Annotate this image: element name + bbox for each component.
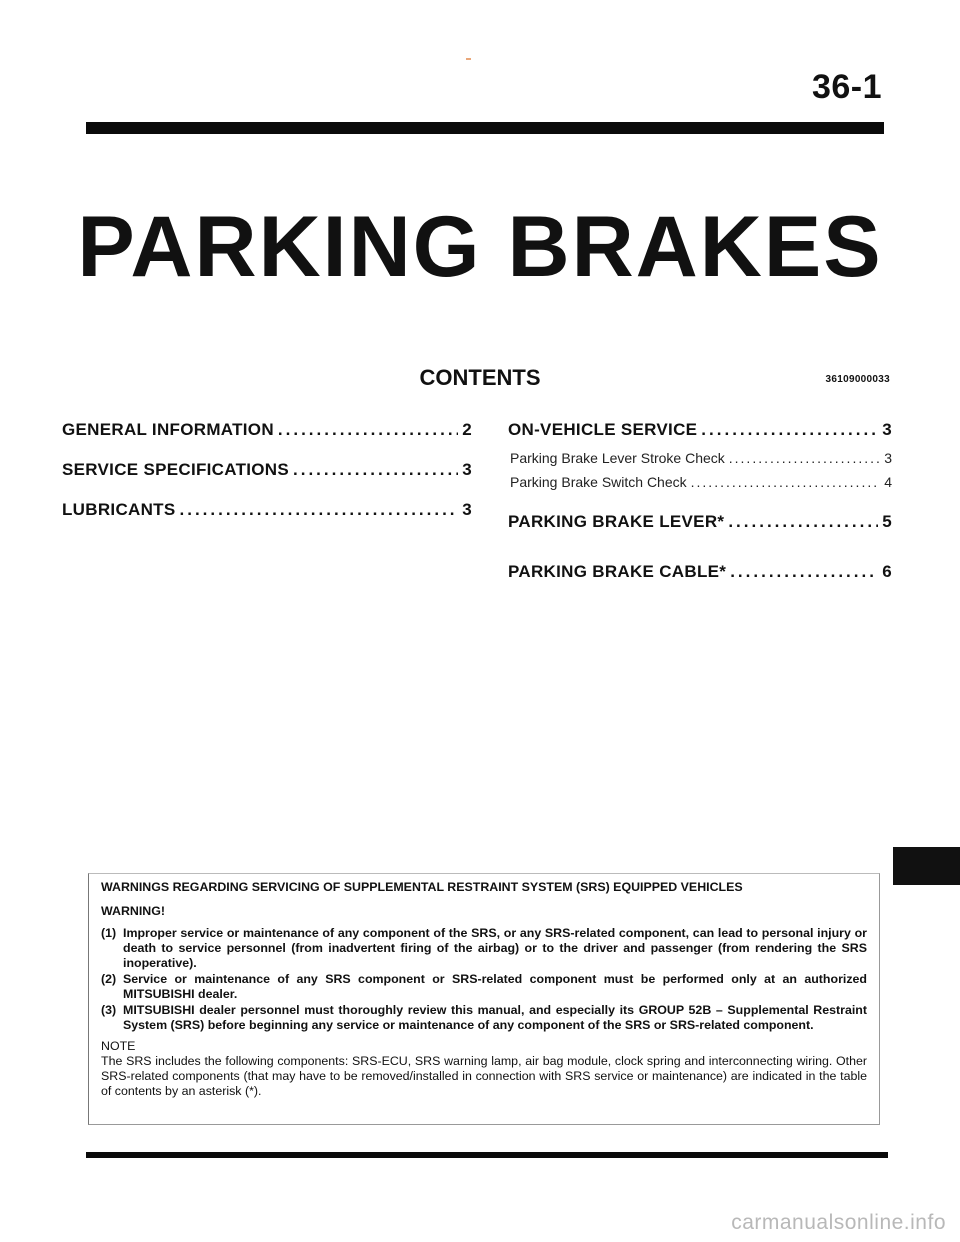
warning-item-text: Improper service or maintenance of any component of the SRS, or any SRS-related component, can lead to personal injury or death to service personnel (from inadvertent firing of the airbag) or to the driver and passenger (from rendering the SRS inoperative). — [123, 926, 867, 970]
toc-left-column — [62, 420, 472, 520]
toc-entry-parking-brake-cable[interactable] — [508, 562, 892, 582]
toc-entry-label: SERVICE SPECIFICATIONS — [62, 460, 290, 479]
watermark: carmanualsonline.info — [731, 1211, 946, 1234]
toc-entry-on-vehicle-service[interactable] — [508, 420, 892, 440]
toc-entry-label: GENERAL INFORMATION — [62, 420, 274, 439]
document-code: 36109000033 — [825, 374, 890, 385]
toc-subentry-label: Parking Brake Switch Check — [510, 474, 687, 490]
toc-subentry-lever-stroke-check[interactable] — [510, 450, 892, 466]
warning-item — [101, 1003, 867, 1033]
toc-entry-page: 3 — [462, 500, 472, 519]
warning-item — [101, 972, 867, 1002]
section-thumb-tab — [893, 847, 960, 885]
toc-entry-label: ON-VEHICLE SERVICE — [508, 420, 698, 439]
srs-warning-box — [88, 873, 880, 1125]
note-label: NOTE — [101, 1039, 136, 1053]
toc-subentry-label: Parking Brake Lever Stroke Check — [510, 450, 725, 466]
bottom-rule — [86, 1152, 888, 1158]
warning-label: WARNING! — [101, 904, 166, 918]
toc-entry-page: 3 — [462, 460, 472, 479]
toc-entry-page: 3 — [882, 420, 892, 439]
contents-heading: CONTENTS — [419, 365, 541, 390]
warning-item-text: MITSUBISHI dealer personnel must thoroughly review this manual, and especially its GROUP 52B – Supplemental Restraint System (SRS) before beginning any service or maintenance of any component of the SRS or SRS-related component. — [123, 1003, 867, 1032]
dot-leader — [293, 460, 458, 480]
note-text: The SRS includes the following components: SRS-ECU, SRS warning lamp, air bag module, clock spring and interconnecting wiring. Other SRS-related components (that may have to be removed/installed in connection with SRS service or maintenance) are indicated in the table of contents by an asterisk (*). — [101, 1054, 867, 1098]
warning-item-text: Service or maintenance of any SRS component or SRS-related component must be performed only at an authorized MITSUBISHI dealer. — [123, 972, 867, 1001]
dot-leader — [278, 420, 458, 440]
toc-subentry-switch-check[interactable] — [510, 474, 892, 490]
toc-entry-label: LUBRICANTS — [62, 500, 176, 519]
dot-leader — [691, 474, 881, 490]
dot-leader — [728, 512, 878, 532]
toc-entry-parking-brake-lever[interactable] — [508, 512, 892, 532]
dot-leader — [729, 450, 880, 466]
warning-item-number: (1) — [101, 926, 117, 940]
toc-entry-lubricants[interactable] — [62, 500, 472, 520]
toc-entry-service-specifications[interactable] — [62, 460, 472, 480]
toc-entry-label: PARKING BRAKE CABLE* — [508, 562, 727, 581]
dot-leader — [730, 562, 878, 582]
dot-leader — [180, 500, 459, 520]
warning-item — [101, 926, 867, 971]
page-title: PARKING BRAKES — [77, 199, 883, 295]
warning-item-number: (3) — [101, 1003, 117, 1017]
dot-leader — [701, 420, 878, 440]
warning-heading: WARNINGS REGARDING SERVICING OF SUPPLEMENTAL RESTRAINT SYSTEM (SRS) EQUIPPED VEHICLES — [101, 880, 743, 894]
warning-item-number: (2) — [101, 972, 117, 986]
toc-entry-label: PARKING BRAKE LEVER* — [508, 512, 725, 531]
toc-entry-page: 2 — [462, 420, 472, 439]
toc-right-column — [508, 420, 892, 582]
page-number: 36-1 — [811, 68, 882, 106]
scan-speck — [466, 58, 471, 60]
toc-subentry-page: 3 — [884, 450, 892, 466]
toc-entry-page: 5 — [882, 512, 892, 531]
toc-entry-general-information[interactable] — [62, 420, 472, 440]
top-rule — [86, 122, 884, 134]
toc-entry-page: 6 — [882, 562, 892, 581]
toc-subentry-page: 4 — [884, 474, 892, 490]
